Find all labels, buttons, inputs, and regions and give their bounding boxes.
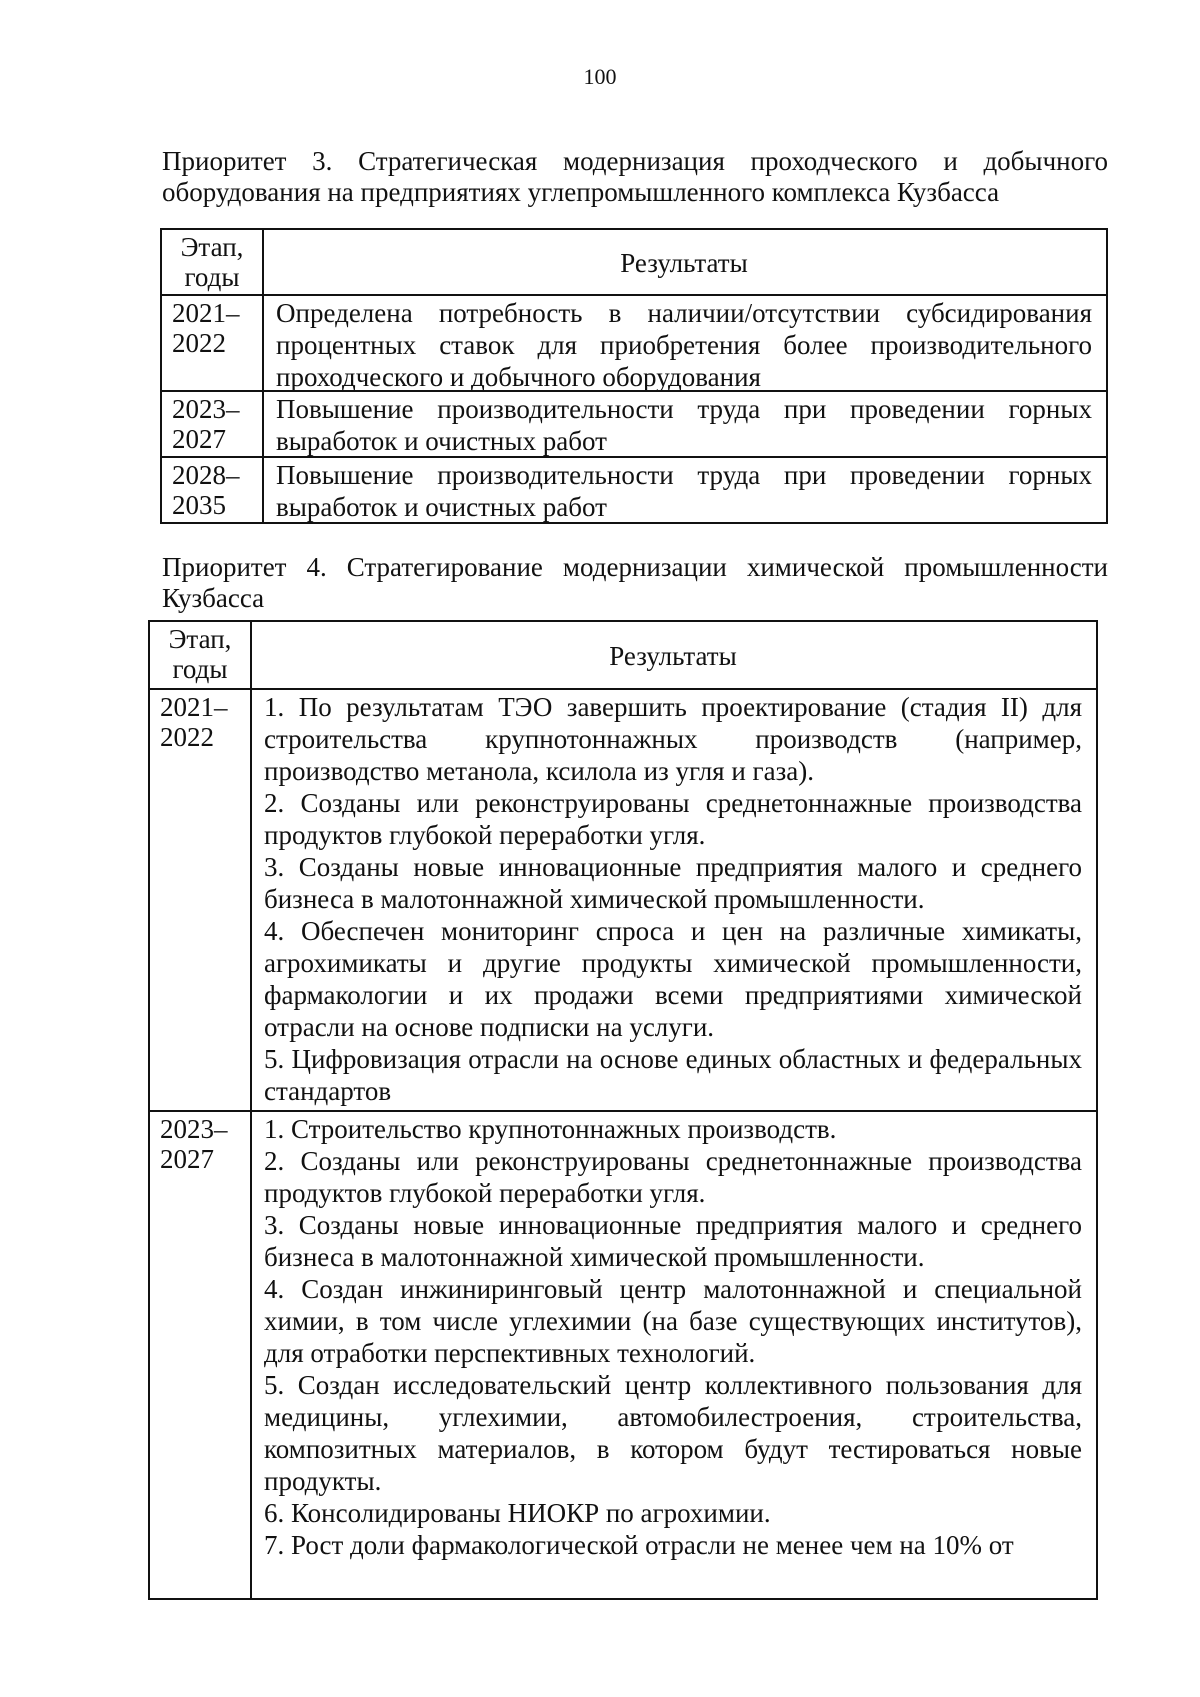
priority-4-title: Приоритет 4. Стратегирование модернизации химической промышленности Кузбасса <box>162 552 1108 613</box>
results-cell <box>262 392 1106 456</box>
result-item-2: 2. Созданы или реконструированы среднетоннажные производства продуктов глубокой переработки угля. <box>264 1146 1082 1208</box>
stage-start: 2023– <box>160 1114 228 1144</box>
stage-start: 2021– <box>160 692 228 722</box>
stage-header-line1: Этап, <box>168 624 232 654</box>
result-item-4: 4. Создан инжиниринговый центр малотоннажной и специальной химии, в том числе углехимии (на базе существующих институтов), для отработки перспективных технологий. <box>264 1274 1082 1368</box>
stage-cell <box>150 1112 250 1598</box>
results-header: Результаты <box>250 622 1096 688</box>
priority-3-title: Приоритет 3. Стратегическая модернизация проходческого и добычного оборудования на предприятиях углепромышленного комплекса Кузбасса <box>162 146 1108 207</box>
stage-start: 2021– <box>172 298 240 328</box>
result-item-5: 5. Создан исследовательский центр коллективного пользования для медицины, углехимии, автомобилестроения, строительства, композитных материалов, в котором будут тестироваться новые продукты. <box>264 1370 1082 1496</box>
result-item-1: 1. По результатам ТЭО завершить проектирование (стадия II) для строительства крупнотоннажных производств (например, производство метанола, ксилола из угля и газа). <box>264 692 1082 786</box>
stage-end: 2027 <box>160 1144 214 1174</box>
table-header-row <box>162 230 1106 294</box>
stage-header <box>162 230 262 294</box>
results-cell <box>250 1112 1096 1598</box>
table-row <box>162 294 1106 390</box>
page-number: 100 <box>583 64 617 89</box>
stage-cell <box>162 458 262 522</box>
result-item-3: 3. Созданы новые инновационные предприятия малого и среднего бизнеса в малотоннажной химической промышленности. <box>264 852 1082 914</box>
table-row <box>162 456 1106 522</box>
table-header-row <box>150 622 1096 688</box>
stage-header-line1: Этап, <box>180 232 244 262</box>
result-item-1: 1. Строительство крупнотоннажных производств. <box>264 1114 837 1144</box>
results-cell <box>250 690 1096 1110</box>
result-item-6: 6. Консолидированы НИОКР по агрохимии. <box>264 1498 771 1528</box>
results-cell <box>262 458 1106 522</box>
results-header: Результаты <box>262 230 1106 294</box>
stage-header-line2: годы <box>184 262 240 292</box>
stage-start: 2028– <box>172 460 240 490</box>
stage-end: 2022 <box>160 722 214 752</box>
table-row <box>150 688 1096 1110</box>
stage-end: 2027 <box>172 424 226 454</box>
result-text: Повышение производительности труда при проведении горных выработок и очистных работ <box>276 394 1092 456</box>
stage-cell <box>162 392 262 456</box>
stage-header <box>150 622 250 688</box>
priority-4-table <box>148 620 1098 1600</box>
stage-cell <box>162 296 262 390</box>
result-item-2: 2. Созданы или реконструированы среднетоннажные производства продуктов глубокой переработки угля. <box>264 788 1082 850</box>
result-item-7: 7. Рост доли фармакологической отрасли не менее чем на 10% от <box>264 1530 1014 1560</box>
table-row <box>150 1110 1096 1598</box>
stage-end: 2035 <box>172 490 226 520</box>
stage-start: 2023– <box>172 394 240 424</box>
result-item-5: 5. Цифровизация отрасли на основе единых областных и федеральных стандартов <box>264 1044 1082 1106</box>
stage-end: 2022 <box>172 328 226 358</box>
stage-header-line2: годы <box>172 654 228 684</box>
result-text: Повышение производительности труда при проведении горных выработок и очистных работ <box>276 460 1092 522</box>
results-cell <box>262 296 1106 390</box>
priority-3-table <box>160 228 1108 524</box>
result-item-4: 4. Обеспечен мониторинг спроса и цен на различные химикаты, агрохимикаты и другие продукты химической промышленности, фармакологии и их продажи всеми предприятиями химической отрасли на основе подписки на услуги. <box>264 916 1082 1042</box>
result-item-3: 3. Созданы новые инновационные предприятия малого и среднего бизнеса в малотоннажной химической промышленности. <box>264 1210 1082 1272</box>
table-row <box>162 390 1106 456</box>
stage-cell <box>150 690 250 1110</box>
result-text: Определена потребность в наличии/отсутствии субсидирования процентных ставок для приобретения более производительного проходческого и добычного оборудования <box>276 298 1092 392</box>
